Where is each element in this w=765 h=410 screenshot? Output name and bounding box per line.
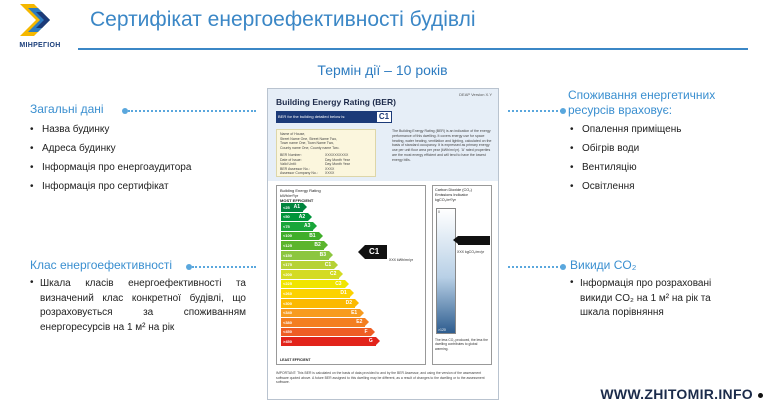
rating-band-a1 (281, 203, 303, 212)
bullet: • (570, 277, 574, 288)
connector-line (128, 110, 256, 112)
consumption-list (570, 120, 681, 196)
band-range: <175 (283, 262, 293, 268)
connector-line (192, 266, 256, 268)
band-arrow-tip (329, 251, 333, 259)
rating-band-text: BER for the building detailed below is: (278, 114, 346, 119)
band-class: C3 (335, 280, 342, 287)
rating-band-c2 (281, 270, 339, 279)
band-class: D2 (345, 300, 352, 306)
detail-label: BER Assessor No.: (280, 166, 310, 171)
band-arrow-tip (360, 309, 364, 317)
band-range: <340 (283, 310, 293, 316)
band-class: F (364, 328, 368, 335)
energy-class-text: Шкала класів енергоефективності та визначений клас конкретної будівлі, що розраховується за споживанням енергоресурсів на 1 м² на рік (40, 278, 246, 333)
band-class: C1 (324, 261, 332, 268)
address-line: County name One, County name Two. (280, 145, 340, 150)
watermark: WWW.ZHITOMIR.INFO (600, 386, 753, 402)
list-item: • Опалення приміщень (570, 120, 681, 139)
band-range: <50 (283, 214, 290, 220)
detail-label: BER Number: (280, 153, 302, 157)
connector-dot (186, 264, 192, 270)
bullet: • (30, 277, 34, 288)
band-range: >450 (283, 338, 293, 344)
scale-header-line: kWh/m²/yr (280, 193, 299, 198)
energy-class-title: Клас енергоефективності (30, 258, 173, 272)
validity-subtitle: Термін дії – 10 років (317, 62, 448, 78)
rating-band-e1 (281, 309, 360, 318)
band-range: <100 (283, 233, 293, 239)
least-efficient-label: LEAST EFFICIENT (280, 358, 311, 362)
co2-gradient-bar (436, 208, 456, 334)
detail-value: Day Month Year (325, 157, 350, 162)
rating-band-b2 (281, 241, 324, 250)
list-item: • Назва будинку (30, 120, 191, 139)
logo-chevron-icon (20, 4, 60, 40)
band-class: G (368, 338, 373, 345)
list-item: • Освітлення (570, 177, 681, 196)
list-item: • Інформація про сертифікат (30, 177, 191, 196)
rating-band-e2 (281, 318, 365, 327)
connector-line (508, 110, 562, 112)
rating-band-b3 (281, 251, 329, 260)
rating-marker-value: XXX kWh/m²/yr (389, 258, 413, 262)
rating-marker-arrow (358, 245, 365, 259)
band-arrow-tip (371, 328, 375, 336)
co2-indicator (432, 185, 492, 365)
band-class: A3 (303, 223, 311, 230)
detail-value: XXXXXXXXXX (325, 153, 349, 157)
co2-best-value: 0 (438, 210, 440, 214)
connector-dot (560, 108, 566, 114)
band-range: <125 (283, 242, 293, 248)
co2-title: Викиди CO₂ (570, 258, 637, 272)
co2-note: The less CO₂ produced, the less the dwelling contributes to global warming. (435, 338, 488, 351)
band-class: E1 (351, 309, 358, 316)
connector-dot (560, 264, 566, 270)
rating-band-d2 (281, 299, 355, 308)
co2-header (435, 188, 472, 202)
band-class: B2 (314, 242, 321, 249)
co2-header-line: kgCO₂/m²/yr (435, 197, 456, 202)
scale-header (280, 188, 321, 203)
rating-band-a3 (281, 222, 313, 231)
logo-text: МІНРЕГІОН (19, 42, 61, 49)
band-arrow-tip (376, 337, 380, 345)
detail-value: Day Month Year (325, 162, 350, 166)
rating-band-b1 (281, 232, 319, 241)
band-arrow-tip (339, 270, 343, 278)
band-range: <200 (283, 271, 293, 277)
detail-label: Date of Issue: (280, 157, 302, 162)
connector-line (508, 266, 562, 268)
band-arrow-tip (365, 318, 369, 326)
band-arrow-tip (324, 241, 328, 249)
band-class: A2 (298, 213, 306, 220)
band-range: <300 (283, 300, 293, 306)
certificate-title: Building Energy Rating (BER) (276, 97, 396, 107)
band-class: C2 (329, 271, 337, 278)
software-version: DEAP Version X.Y (459, 92, 492, 97)
rating-band-d1 (281, 289, 350, 298)
rating-band (276, 111, 376, 123)
co2-worst-value: >120 (438, 327, 446, 332)
band-range: <380 (283, 319, 293, 325)
address-line: Name of House, (280, 132, 306, 136)
band-arrow-tip (355, 299, 359, 307)
watermark-dot (758, 393, 763, 398)
rating-box: C1 (376, 111, 392, 123)
rating-marker-label: C1 (369, 247, 380, 256)
ber-description: The Building Energy Rating (BER) is an indication of the energy performance of this dwelling. It covers energy use for space heating, water heating, ventilation and lighting, calculated on the basis of standard occupancy. It is expressed as primary energy use per unit floor area per year (kWh/m²/yr). 'A' rated properties are the most energy efficient and will tend to have the lowest energy bills. (392, 129, 492, 162)
band-class: B3 (319, 252, 326, 258)
band-range: <450 (283, 329, 293, 335)
connector-dot (122, 108, 128, 114)
band-arrow-tip (319, 232, 323, 240)
list-item: • Інформація про енергоаудитора (30, 158, 191, 177)
band-arrow-tip (313, 222, 317, 230)
band-range: <25 (283, 204, 290, 210)
rating-band-g (281, 337, 376, 346)
rating-band-c3 (281, 280, 345, 289)
address-box (276, 129, 376, 177)
list-item: • Обігрів води (570, 139, 681, 158)
co2-header-line: Emissions Indicator (435, 192, 468, 197)
detail-value: XXXX (325, 166, 335, 171)
rating-band-f (281, 328, 371, 337)
detail-label: Assessor Company No.: (280, 171, 318, 175)
band-range: <75 (283, 223, 290, 229)
slide-title: Сертифікат енергоефективності будівлі (90, 8, 476, 31)
co2-marker-value: XXX kgCO₂/m²/yr (457, 250, 485, 254)
list-item: • Вентиляцію (570, 158, 681, 177)
scale-header-line: MOST EFFICIENT (280, 198, 314, 203)
energy-rating-scale (276, 185, 426, 365)
address-line: Town name One, Town Name Two, (280, 141, 335, 145)
consumption-title: Споживання енергетичних ресурсів враховує: (568, 88, 716, 117)
header-divider (78, 48, 748, 50)
detail-label: Valid Until: (280, 162, 297, 166)
important-note: IMPORTANT: This BER is calculated on the basis of data provided to and by the BER Assessor, and using the version of the assessment software quoted above. A future BER assigned to this dwelling may be different, as a result of changes to the dwelling or to the assessment software. (276, 371, 485, 384)
rating-band-a2 (281, 213, 308, 222)
band-arrow-tip (303, 203, 307, 211)
rating-band-c1 (281, 261, 334, 270)
ber-certificate (267, 88, 499, 400)
co2-header-line: Carbon Dioxide (CO₂) (435, 188, 472, 192)
list-item: • Адреса будинку (30, 139, 191, 158)
band-class: B1 (309, 232, 316, 239)
scale-header-line: Building Energy Rating (280, 188, 321, 193)
band-arrow-tip (334, 261, 338, 269)
co2-marker (458, 236, 490, 245)
general-data-list (30, 120, 191, 196)
co2-text: Інформація про розраховані викиди CO₂ на 1 м² на рік та шкала порівняння (580, 278, 712, 318)
band-arrow-tip (308, 213, 312, 221)
band-class: D1 (340, 290, 347, 297)
band-arrow-tip (350, 289, 354, 297)
address-line: Street Name One, Street Name Two, (280, 136, 338, 141)
band-arrow-tip (345, 280, 349, 288)
detail-value: XXXX (325, 171, 335, 175)
band-class: A1 (293, 204, 300, 210)
general-data-title: Загальні дані (30, 102, 104, 116)
band-range: <260 (283, 290, 293, 296)
band-range: <150 (283, 252, 293, 258)
band-class: E2 (356, 319, 363, 326)
band-range: <225 (283, 281, 293, 287)
minregion-logo (14, 4, 66, 54)
